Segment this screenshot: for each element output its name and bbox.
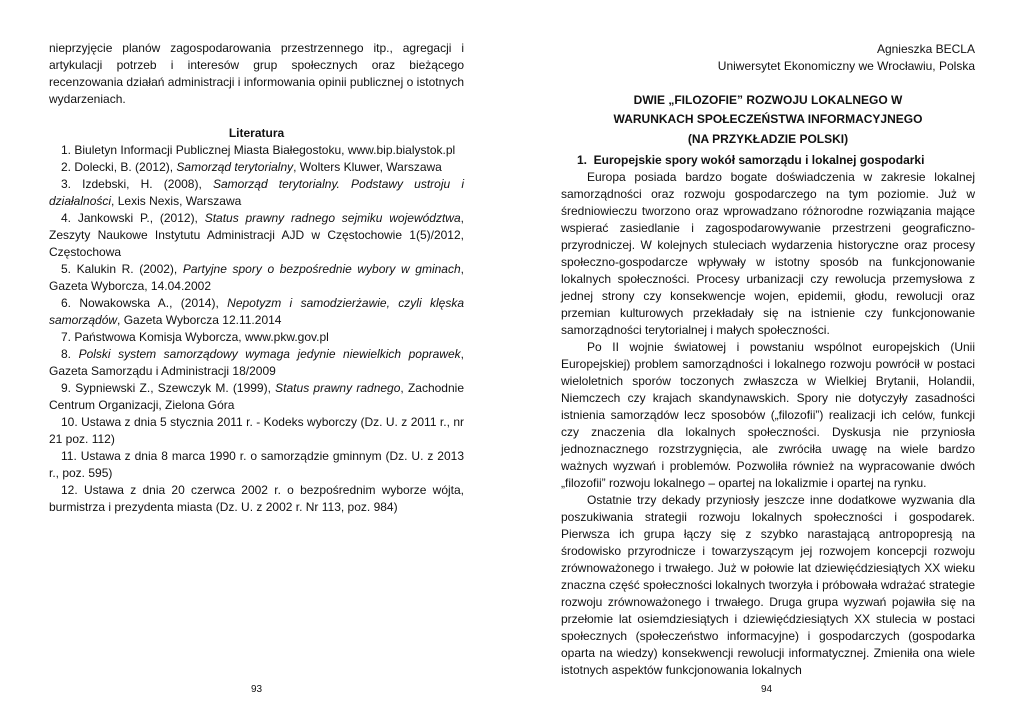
reference-number: 7. xyxy=(61,330,72,344)
reference-number: 2. xyxy=(61,160,72,174)
reference-item xyxy=(49,159,464,176)
reference-text: Ustawa z dnia 8 marca 1990 r. o samorządzie gminnym (Dz. U. z 2013 r., poz. 595) xyxy=(49,449,464,480)
reference-title: Status prawny radnego sejmiku województwa xyxy=(204,211,461,225)
author-name: Agnieszka BECLA xyxy=(876,42,975,56)
reference-item xyxy=(49,261,464,295)
reference-title: Samorząd terytorialny. Podstawy ustroju i działalności xyxy=(49,177,464,208)
author-affiliation: Uniwersytet Ekonomiczny we Wrocławiu, Polska xyxy=(717,59,975,73)
reference-item xyxy=(49,295,464,329)
reference-title: Status prawny radnego xyxy=(275,381,401,395)
references-list xyxy=(49,142,464,516)
page-number-left: 93 xyxy=(251,684,263,695)
reference-details: , Zachodnie Centrum Organizacji, Zielona Góra xyxy=(49,381,464,412)
reference-details: , Gazeta Wyborcza, 14.04.2002 xyxy=(49,262,464,293)
article-title-line-2: WARUNKACH SPOŁECZEŃSTWA INFORMACYJNEGO xyxy=(613,112,923,126)
reference-number: 6. xyxy=(61,296,72,310)
article-body xyxy=(561,169,975,679)
reference-details: , Wolters Kluwer, Warszawa xyxy=(293,160,442,174)
reference-item xyxy=(49,176,464,210)
references-heading: Literatura xyxy=(228,126,285,140)
reference-details: , Gazeta Wyborcza 12.11.2014 xyxy=(117,313,282,327)
right-page xyxy=(561,0,975,724)
reference-text: Kalukin R. (2002), xyxy=(76,262,183,276)
reference-text: Izdebski, H. (2008), xyxy=(82,177,213,191)
reference-title: Polski system samorządowy wymaga jedynie niewielkich poprawek xyxy=(78,347,461,361)
reference-text: Jankowski P., (2012), xyxy=(77,211,205,225)
reference-item xyxy=(49,448,464,482)
page-number-right: 94 xyxy=(761,684,773,695)
body-paragraph: Ostatnie trzy dekady przyniosły jeszcze inne dodatkowe wyzwania dla poszukiwania strategii rozwoju lokalnych społeczności i gospodarek. Pierwsza ich grupa łączy się z szybko narastającą antropopresją na środowisko przyrodnicze i towarzyszącym jej rozwojem koncepcji rozwoju zrównoważonego i trwałego. Już w połowie lat dziewięćdziesiątych XX wieku znaczna część społeczności lokalnych tworzyła i próbowała wdrażać strategie rozwoju zrównoważonego i trwałego. Druga grupa wyzwań pojawiła się na przełomie lat osiemdziesiątych i dziewięćdziesiątych XX stulecia w postaci społecznych (społeczeństwo informacyjne) i gospodarczych (gospodarka oparta na wiedzy) konsekwencji rewolucji informatycznej. Zmieniła ona wiele istotnych aspektów funkcjonowania lokalnych xyxy=(561,493,975,677)
reference-item xyxy=(49,380,464,414)
reference-number: 11. xyxy=(61,449,77,463)
section-heading: 1. Europejskie spory wokół samorządu i lokalnej gospodarki xyxy=(577,153,925,167)
reference-text: Dolecki, B. (2012), xyxy=(74,160,177,174)
reference-title: Nepotyzm i samodzierżawie, czyli klęska samorządów xyxy=(49,296,464,327)
reference-details: , Gazeta Samorządu i Administracji 18/2009 xyxy=(49,347,464,378)
reference-number: 9. xyxy=(61,381,72,395)
continuation-paragraph: nieprzyjęcie planów zagospodarowania przestrzennego itp., agregacji i artykulacji potrzeb i interesów grup społecznych oraz bieżącego recenzowania działań administracji i informowania opinii publicznej o istotnych wydarzeniach. xyxy=(49,41,464,106)
article-title-line-3: (NA PRZYKŁADZIE POLSKI) xyxy=(687,132,849,146)
reference-item xyxy=(49,414,464,448)
left-page xyxy=(49,0,464,724)
reference-item xyxy=(49,142,464,159)
reference-item xyxy=(49,346,464,380)
reference-item xyxy=(49,329,464,346)
reference-number: 1. xyxy=(61,143,72,157)
reference-details: , Zeszyty Naukowe Instytutu Administracji AJD w Częstochowie 1(5)/2012, Częstochowa xyxy=(49,211,464,259)
reference-number: 12. xyxy=(61,483,78,497)
article-title-line-1: DWIE „FILOZOFIE” ROZWOJU LOKALNEGO W xyxy=(633,93,903,107)
reference-item xyxy=(49,210,464,261)
reference-number: 5. xyxy=(61,262,72,276)
reference-number: 8. xyxy=(61,347,72,361)
body-paragraph: Po II wojnie światowej i powstaniu wspólnot europejskich (Unii Europejskiej) problem samorządności i lokalnego rozwoju powrócił w postaci wieloletnich sporów toczonych zwłaszcza w Wielkiej Brytanii, Holandii, Niemczech czy krajach skandynawskich. Spory nie dotyczyły zasadności istnienia samorządów lecz sposobów („filozofii”) realizacji ich celów, funkcji czy znaczenia dla lokalnych społeczności. Dyskusja nie przyniosła jednoznacznego rozstrzygnięcia, ale zwróciła uwagę na wiele bardzo ważnych wyzwań i problemów. Pozwoliła również na wypracowanie dwóch „filozofii” rozwoju lokalnego – opartej na lokalizmie i opartej na rynku. xyxy=(561,340,975,490)
reference-title: Samorząd terytorialny xyxy=(176,160,294,174)
reference-text: Ustawa z dnia 5 stycznia 2011 r. - Kodeks wyborczy (Dz. U. z 2011 r., nr 21 poz. 112) xyxy=(49,415,464,446)
reference-number: 4. xyxy=(61,211,72,225)
body-paragraph: Europa posiada bardzo bogate doświadczenia w zakresie lokalnej samorządności oraz rozwoju gospodarczego na tym poziomie. Już w średniowieczu tworzono oraz wprowadzano różnorodne rozwiązania mające wspierać zasiedlanie i zagospodarowywanie przestrzeni geograficzno-przyrodniczej. W kolejnych stuleciach wydarzenia historyczne oraz procesy społeczno-gospodarcze wpływały w istotny sposób na funkcjonowanie lokalnych społeczności. Procesy urbanizacji czy rewolucja przemysłowa z jednej strony czy konsekwencje wojen, epidemii, głodu, rewolucji oraz przemian kulturowych przekładały się na istnienie czy funkcjonowanie samorządności terytorialnej i małych społeczności. xyxy=(561,170,975,337)
reference-text: Państwowa Komisja Wyborcza, www.pkw.gov.pl xyxy=(74,330,329,344)
reference-text: Sypniewski Z., Szewczyk M. (1999), xyxy=(75,381,276,395)
reference-number: 3. xyxy=(61,177,72,191)
reference-details: , Lexis Nexis, Warszawa xyxy=(111,194,242,208)
reference-text: Nowakowska A., (2014), xyxy=(79,296,228,310)
reference-number: 10. xyxy=(61,415,78,429)
reference-title: Partyjne spory o bezpośrednie wybory w gminach xyxy=(182,262,461,276)
reference-item xyxy=(49,482,464,516)
reference-text: Biuletyn Informacji Publicznej Miasta Białegostoku, www.bip.bialystok.pl xyxy=(74,143,456,157)
reference-text: Ustawa z dnia 20 czerwca 2002 r. o bezpośrednim wyborze wójta, burmistrza i prezydenta miasta (Dz. U. z 2002 r. Nr 113, poz. 984) xyxy=(49,483,464,514)
